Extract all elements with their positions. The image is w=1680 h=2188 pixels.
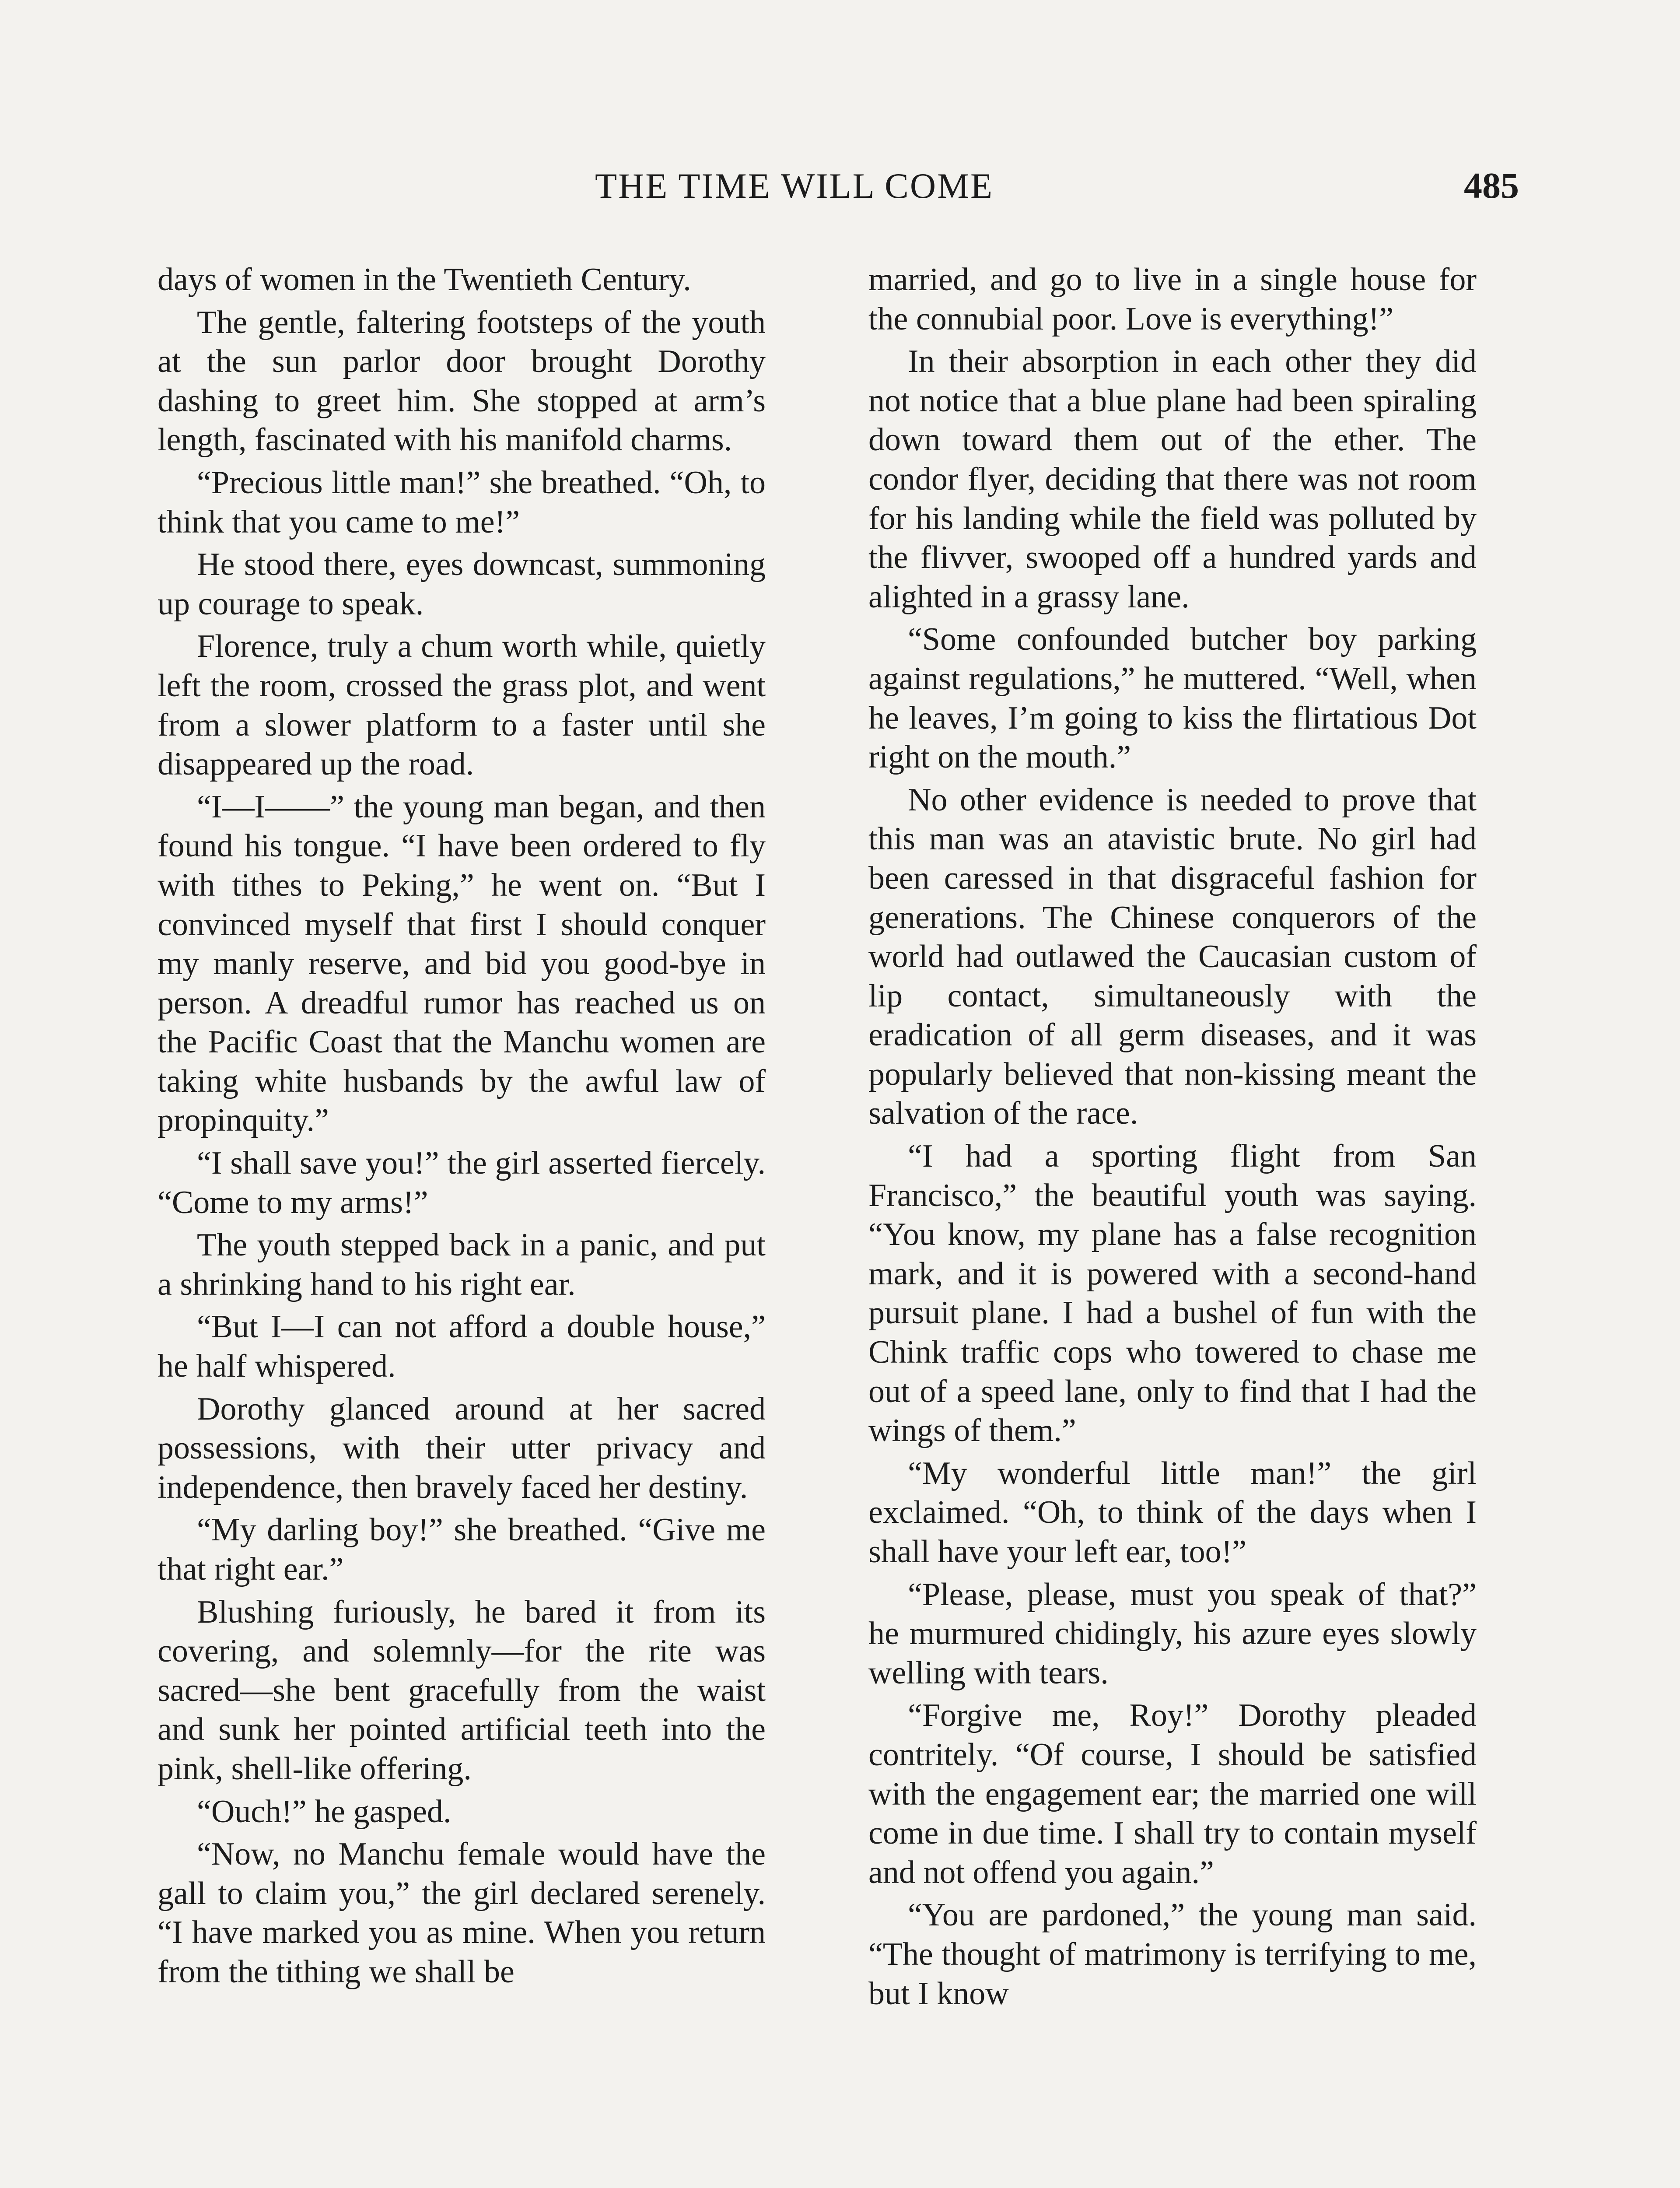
paragraph: He stood there, eyes downcast, summoning up courage to speak. — [158, 547, 766, 622]
paragraph: The gentle, faltering footsteps of the youth at the sun parlor door brought Dorothy dashing to greet him. She stopped at arm’s length, fascinated with his manifold charms. — [158, 304, 766, 458]
running-title: THE TIME WILL COME — [595, 166, 994, 206]
paragraph: “My darling boy!” she breathed. “Give me that right ear.” — [158, 1512, 766, 1587]
paragraph: married, and go to live in a single house for the connubial poor. Love is everything!” — [868, 262, 1477, 337]
running-head — [0, 162, 1680, 210]
paragraph: “I shall save you!” the girl asserted fiercely. “Come to my arms!” — [158, 1145, 766, 1220]
paragraph: “My wonderful little man!” the girl exclaimed. “Oh, to think of the days when I shall have your left ear, too!” — [868, 1455, 1477, 1570]
paragraph: “Ouch!” he gasped. — [197, 1793, 452, 1830]
paragraph: “Now, no Manchu female would have the gall to claim you,” the girl declared serenely. “I have marked you as mine. When you return from the tithing we shall be — [158, 1836, 766, 1990]
paragraph: Dorothy glanced around at her sacred possessions, with their utter privacy and independence, then bravely faced her destiny. — [158, 1391, 766, 1505]
paragraph: “I—I——” the young man began, and then found his tongue. “I have been ordered to fly with tithes to Peking,” he went on. “But I convinced myself that first I should conquer my manly reserve, and bid you good-bye in person. A dreadful rumor has reached us on the Pacific Coast that the Manchu women are taking white husbands by the awful law of propinquity.” — [158, 789, 766, 1139]
left-column — [158, 260, 766, 1995]
paragraph: days of women in the Twentieth Century. — [158, 262, 691, 298]
paragraph: “Forgive me, Roy!” Dorothy pleaded contritely. “Of course, I should be satisfied with the engagement ear; the married one will come in due time. I shall try to contain myself and not offend you again.” — [868, 1697, 1477, 1890]
paragraph: “You are pardoned,” the young man said. “The thought of matrimony is terrifying to me, but I know — [868, 1897, 1477, 2012]
paragraph: “I had a sporting flight from San Francisco,” the beautiful youth was saying. “You know, my plane has a false recognition mark, and it is powered with a second-hand pursuit plane. I had a bushel of fun with the Chink traffic cops who towered to chase me out of a speed lane, only to find that I had the wings of them.” — [868, 1138, 1477, 1449]
paragraph: In their absorption in each other they did not notice that a blue plane had been spiraling down toward them out of the ether. The condor flyer, deciding that there was not room for his landing while the field was polluted by the flivver, swooped off a hundred yards and alighted in a grassy lane. — [868, 344, 1477, 615]
paragraph: No other evidence is needed to prove that this man was an atavistic brute. No girl had been caressed in that disgraceful fashion for generations. The Chinese conquerors of the world had outlawed the Caucasian custom of lip contact, simultaneously with the eradication of all germ diseases, and it was popularly believed that non-kissing meant the salvation of the race. — [868, 782, 1477, 1132]
right-column — [868, 260, 1477, 2017]
paragraph: “Please, please, must you speak of that?” he murmured chidingly, his azure eyes slowly welling with tears. — [868, 1576, 1477, 1691]
paragraph: “Precious little man!” she breathed. “Oh, to think that you came to me!” — [158, 464, 766, 540]
page-number: 485 — [1464, 165, 1519, 206]
paragraph: Blushing furiously, he bared it from its covering, and solemnly—for the rite was sacred—she bent gracefully from the waist and sunk her pointed artificial teeth into the pink, shell-like offering. — [158, 1594, 766, 1787]
paragraph: The youth stepped back in a panic, and put a shrinking hand to his right ear. — [158, 1227, 766, 1302]
paragraph: Florence, truly a chum worth while, quietly left the room, crossed the grass plot, and went from a slower platform to a faster until she disappeared up the road. — [158, 628, 766, 782]
paragraph: “But I—I can not afford a double house,” he half whispered. — [158, 1309, 766, 1385]
paragraph: “Some confounded butcher boy parking against regulations,” he muttered. “Well, when he leaves, I’m going to kiss the flirtatious Dot right on the mouth.” — [868, 621, 1477, 775]
